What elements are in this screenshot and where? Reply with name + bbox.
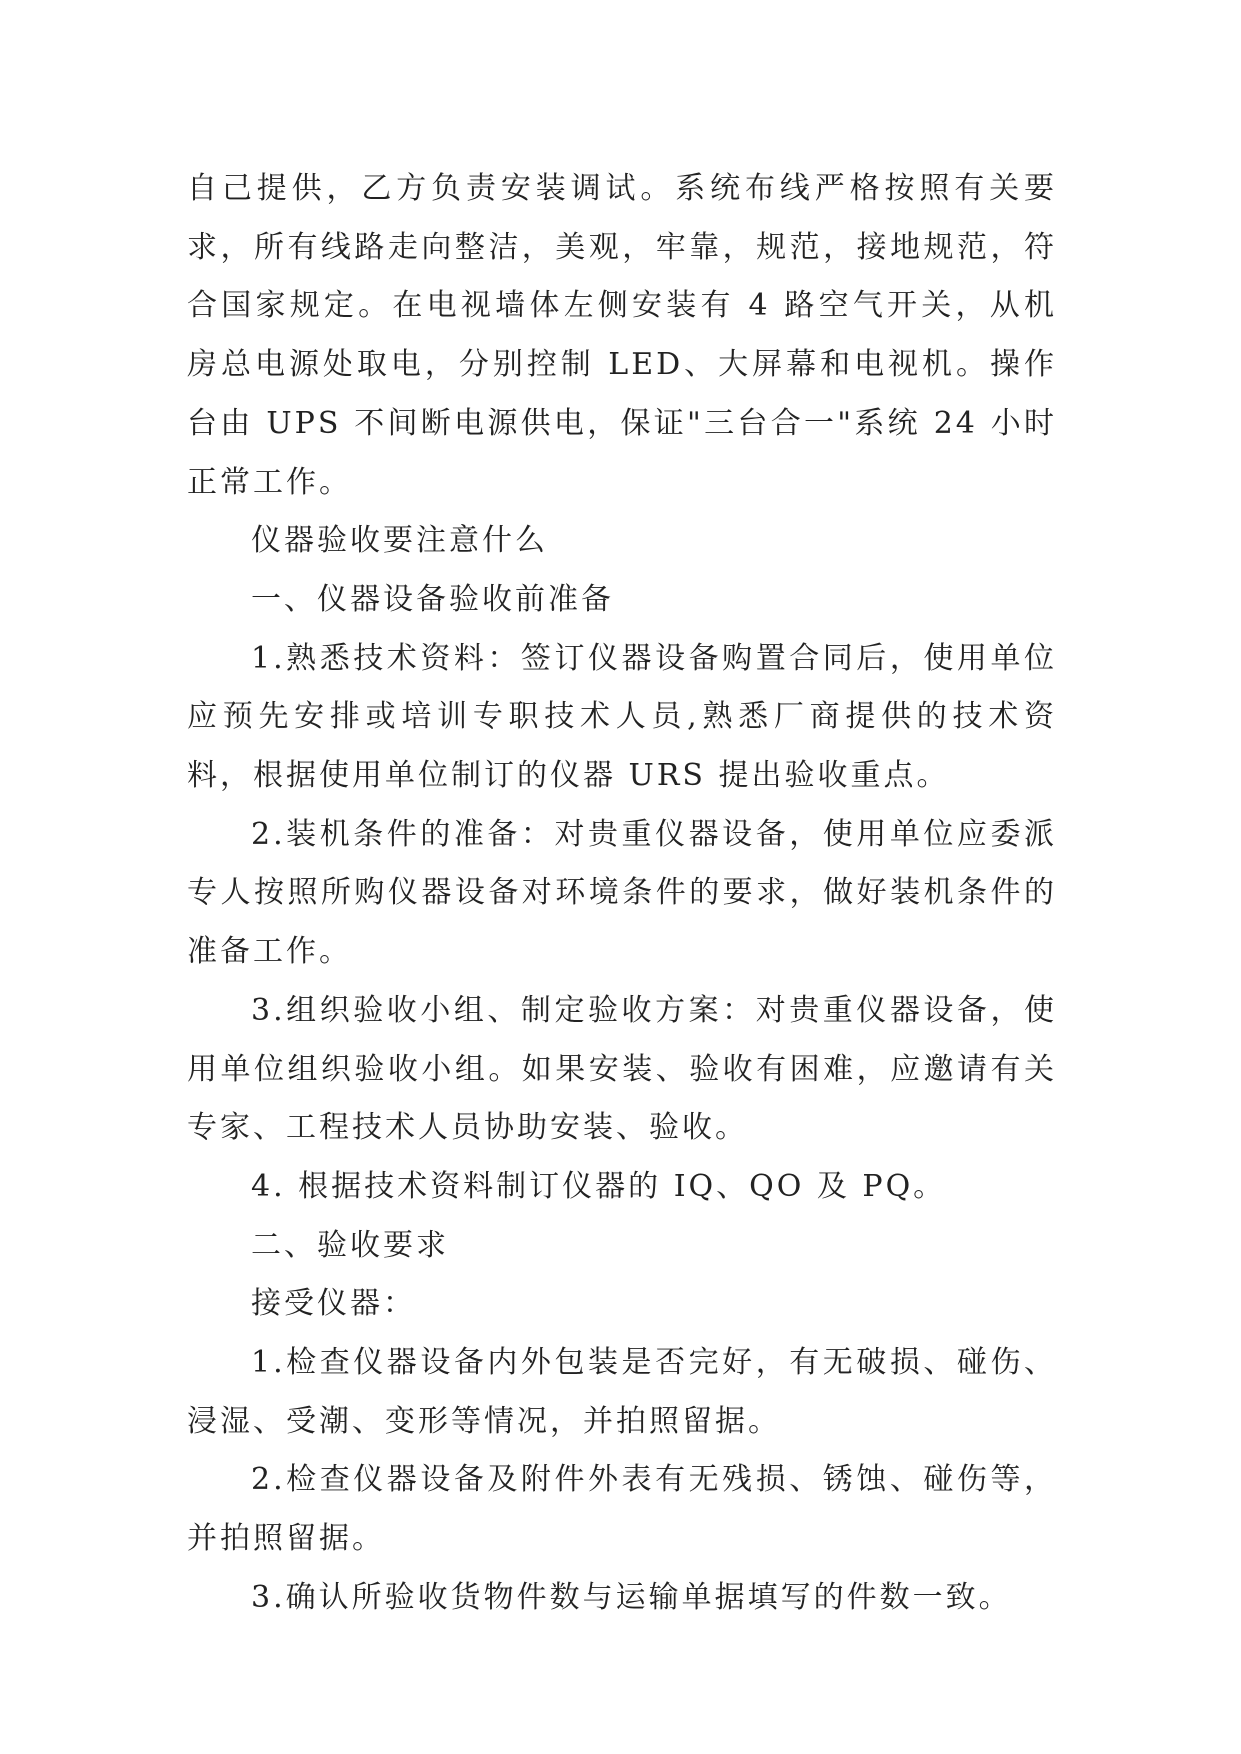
list-item: 3.组织验收小组、制定验收方案：对贵重仪器设备，使用单位组织验收小组。如果安装、验收有困难，应邀请有关专家、工程技术人员协助安装、验收。 [187,992,1057,1146]
paragraph-continuation: 自己提供，乙方负责安装调试。系统布线严格按照有关要求，所有线路走向整洁，美观，牢靠，规范，接地规范，符合国家规定。在电视墙体左侧安装有 4 路空气开关，从机房总电源处取电，分别控制 LED、大屏幕和电视机。操作台由 UPS 不间断电源供电，保证"三台合一"系统 24 小时正常工作。 [187,171,1057,500]
subsection-heading: 二、验收要求 [251,1227,449,1263]
subsection-heading: 一、仪器设备验收前准备 [251,581,614,617]
paragraph-label: 接受仪器： [251,1286,416,1322]
list-item: 2.检查仪器设备及附件外表有无残损、锈蚀、碰伤等，并拍照留据。 [187,1462,1057,1557]
list-item: 1.熟悉技术资料：签订仪器设备购置合同后，使用单位应预先安排或培训专职技术人员,熟悉厂商提供的技术资料，根据使用单位制订的仪器 URS 提出验收重点。 [187,640,1057,794]
section-heading: 仪器验收要注意什么 [251,523,548,559]
list-item: 1.检查仪器设备内外包装是否完好，有无破损、碰伤、浸湿、受潮、变形等情况，并拍照留据。 [187,1345,1057,1439]
document-body [187,160,1057,1628]
list-item: 2.装机条件的准备：对贵重仪器设备，使用单位应委派专人按照所购仪器设备对环境条件的要求，做好装机条件的准备工作。 [187,816,1057,970]
list-item: 3.确认所验收货物件数与运输单据填写的件数一致。 [251,1579,1012,1615]
list-item: 4. 根据技术资料制订仪器的 IQ、QO 及 PQ。 [251,1168,947,1204]
